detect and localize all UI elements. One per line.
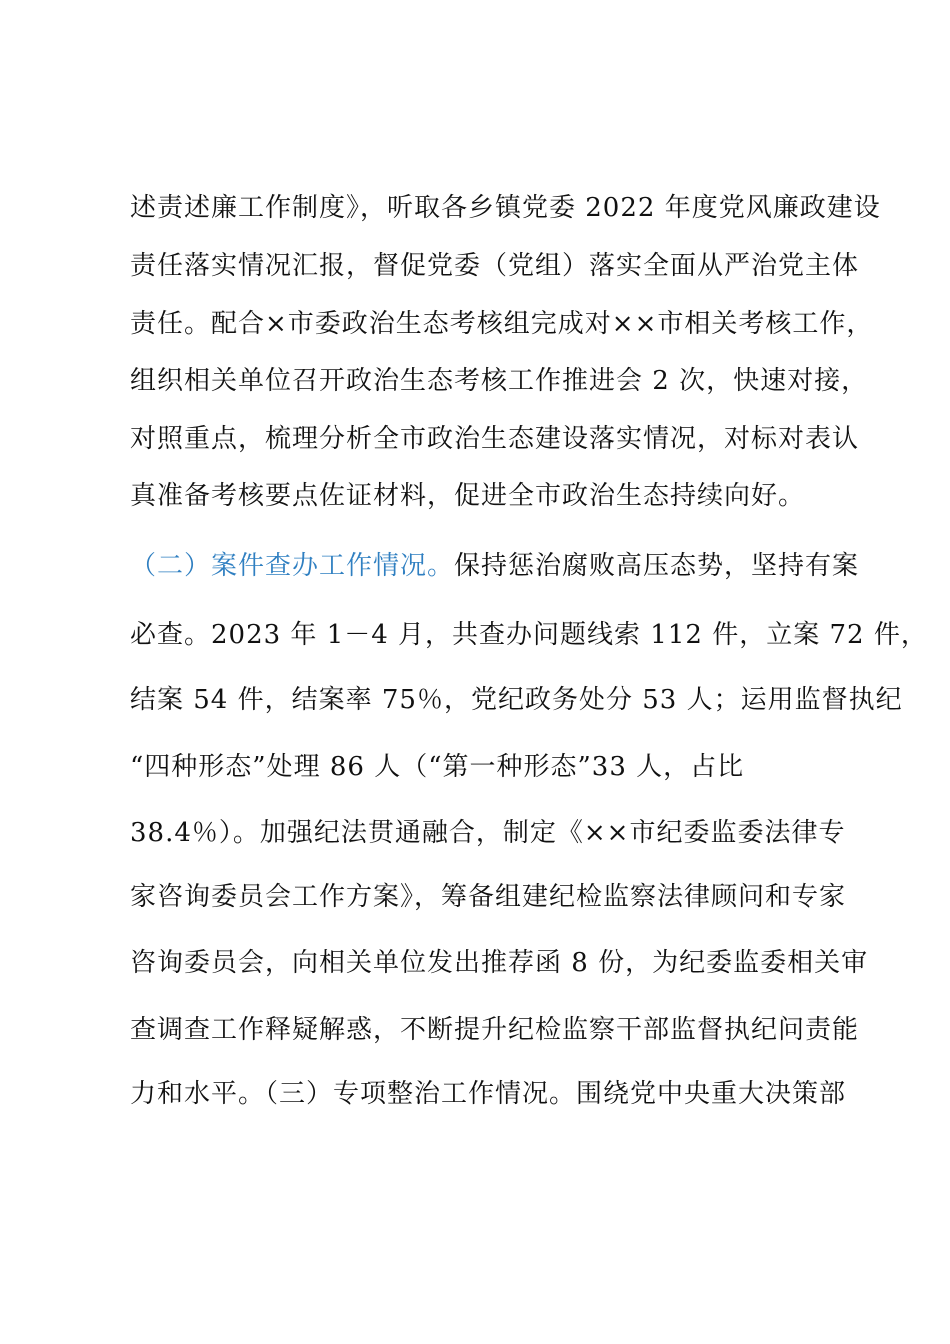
paragraph-2-line: “四种形态”处理 86 人（“第一种形态”33 人，占比 [130,752,745,782]
section-2-heading: （二）案件查办工作情况。 [130,551,455,581]
paragraph-1-line: 责任落实情况汇报，督促党委（党组）落实全面从严治党主体 [130,251,860,281]
paragraph-2-line: 结案 54 件，结案率 75％，党纪政务处分 53 人；运用监督执纪 [130,685,903,715]
paragraph-2-line: 38.4％）。加强纪法贯通融合，制定《××市纪委监委法律专 [130,818,846,848]
section-2-first-line [130,549,860,583]
section-2-first-line-text: 保持惩治腐败高压态势，坚持有案 [454,551,860,581]
paragraph-1-line: 组织相关单位召开政治生态考核工作推进会 2 次，快速对接， [130,366,869,396]
paragraph-1-line: 述责述廉工作制度》，听取各乡镇党委 2022 年度党风廉政建设 [130,193,881,223]
paragraph-1-line: 真准备考核要点佐证材料，促进全市政治生态持续向好。 [130,481,806,511]
paragraph-2-line: 查调查工作释疑解惑，不断提升纪检监察干部监督执纪问责能 [130,1015,860,1045]
paragraph-2-line: 力和水平。（三）专项整治工作情况。围绕党中央重大决策部 [130,1079,847,1109]
paragraph-1-line: 对照重点，梳理分析全市政治生态建设落实情况，对标对表认 [130,424,860,454]
paragraph-2-line: 家咨询委员会工作方案》，筹备组建纪检监察法律顾问和专家 [130,882,847,912]
paragraph-1-line: 责任。配合×市委政治生态考核组完成对××市相关考核工作， [130,309,874,339]
paragraph-2-line: 咨询委员会，向相关单位发出推荐函 8 份，为纪委监委相关审 [130,948,869,978]
paragraph-2-line: 必查。2023 年 1－4 月，共查办问题线索 112 件，立案 72 件， [130,620,928,650]
